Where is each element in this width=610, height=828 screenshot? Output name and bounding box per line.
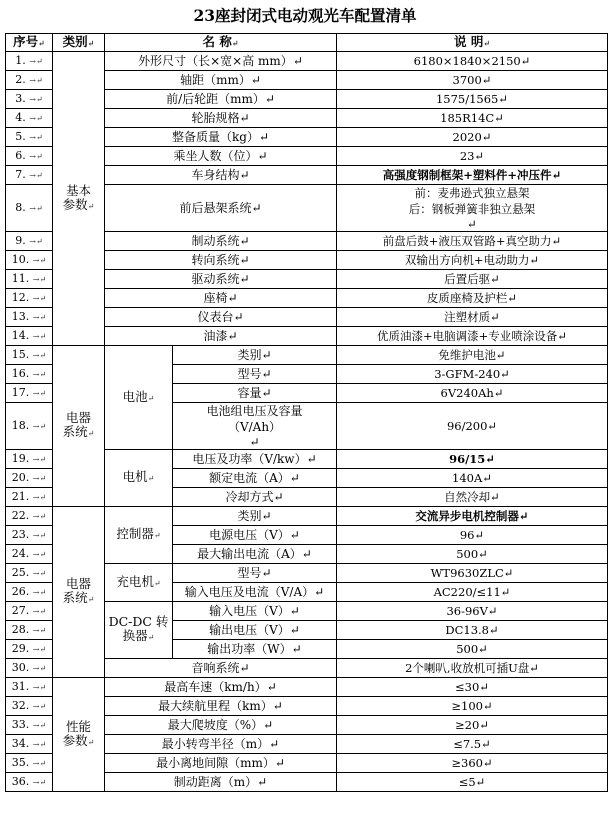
item-name: 输入电压（V）↵ bbox=[173, 602, 337, 621]
row-number: 25. →↵ bbox=[6, 564, 53, 583]
item-value: DC13.8↵ bbox=[337, 621, 608, 640]
item-name: 音响系统↵ bbox=[105, 659, 337, 678]
item-value: 交流异步电机控制器↵ bbox=[337, 507, 608, 526]
item-value: 后置后驱↵ bbox=[337, 270, 608, 289]
item-value: ≥100↵ bbox=[337, 697, 608, 716]
item-value: 前：麦弗逊式独立悬架 后：钢板弹簧非独立悬架 ↵ bbox=[337, 185, 608, 232]
row-number: 16. →↵ bbox=[6, 365, 53, 384]
item-value: 6V240Ah↵ bbox=[337, 384, 608, 403]
item-value: 3-GFM-240↵ bbox=[337, 365, 608, 384]
row-number: 18. →↵ bbox=[6, 403, 53, 450]
row-number: 6. →↵ bbox=[6, 147, 53, 166]
item-value: 185R14C↵ bbox=[337, 109, 608, 128]
item-name: 类别↵ bbox=[173, 507, 337, 526]
item-name: 型号↵ bbox=[173, 365, 337, 384]
item-name: 最小离地间隙（mm）↵ bbox=[105, 754, 337, 773]
header-row bbox=[6, 34, 608, 52]
item-name: 最小转弯半径（m）↵ bbox=[105, 735, 337, 754]
row-number: 15. →↵ bbox=[6, 346, 53, 365]
item-name: 最高车速（km/h）↵ bbox=[105, 678, 337, 697]
item-value: 500↵ bbox=[337, 640, 608, 659]
category-cell: 基本 参数↵ bbox=[53, 52, 105, 346]
subcategory-cell: 充电机↵ bbox=[105, 564, 173, 602]
row-number: 13. →↵ bbox=[6, 308, 53, 327]
item-name: 类别↵ bbox=[173, 346, 337, 365]
item-name: 最大输出电流（A）↵ bbox=[173, 545, 337, 564]
item-value: 96/15↵ bbox=[337, 450, 608, 469]
item-name: 仪表台↵ bbox=[105, 308, 337, 327]
item-value: 自然冷却↵ bbox=[337, 488, 608, 507]
item-name: 输出电压（V）↵ bbox=[173, 621, 337, 640]
item-value: 皮质座椅及护栏↵ bbox=[337, 289, 608, 308]
config-table bbox=[5, 33, 608, 792]
subcategory-cell: DC-DC 转 换器↵ bbox=[105, 602, 173, 659]
item-name: 型号↵ bbox=[173, 564, 337, 583]
item-name: 电压及功率（V/kw）↵ bbox=[173, 450, 337, 469]
item-value: 23↵ bbox=[337, 147, 608, 166]
item-name: 整备质量（kg）↵ bbox=[105, 128, 337, 147]
row-number: 30. →↵ bbox=[6, 659, 53, 678]
category-cell: 电器 系统↵ bbox=[53, 507, 105, 678]
item-value: AC220/≤11↵ bbox=[337, 583, 608, 602]
category-cell: 电器 系统↵ bbox=[53, 346, 105, 507]
row-number: 7. →↵ bbox=[6, 166, 53, 185]
item-value: 高强度钢制框架+塑料件+冲压件↵ bbox=[337, 166, 608, 185]
item-value: 双输出方向机+电动助力↵ bbox=[337, 251, 608, 270]
row-number: 33. →↵ bbox=[6, 716, 53, 735]
row-number: 34. →↵ bbox=[6, 735, 53, 754]
item-name: 容量↵ bbox=[173, 384, 337, 403]
item-name: 最大爬坡度（%）↵ bbox=[105, 716, 337, 735]
row-number: 4. →↵ bbox=[6, 109, 53, 128]
row-number: 2. →↵ bbox=[6, 71, 53, 90]
row-number: 3. →↵ bbox=[6, 90, 53, 109]
item-value: 注塑材质↵ bbox=[337, 308, 608, 327]
item-value: 3700↵ bbox=[337, 71, 608, 90]
item-value: 96/200↵ bbox=[337, 403, 608, 450]
item-name: 轴距（mm）↵ bbox=[105, 71, 337, 90]
table-row bbox=[6, 678, 608, 697]
row-number: 27. →↵ bbox=[6, 602, 53, 621]
subcategory-cell: 电池↵ bbox=[105, 346, 173, 450]
row-number: 19. →↵ bbox=[6, 450, 53, 469]
item-name: 输出功率（W）↵ bbox=[173, 640, 337, 659]
item-name: 座椅↵ bbox=[105, 289, 337, 308]
item-name: 制动系统↵ bbox=[105, 232, 337, 251]
row-number: 23. →↵ bbox=[6, 526, 53, 545]
table-row bbox=[6, 507, 608, 526]
row-number: 35. →↵ bbox=[6, 754, 53, 773]
item-value: 96↵ bbox=[337, 526, 608, 545]
item-value: 优质油漆+电脑调漆+专业喷涂设备↵ bbox=[337, 327, 608, 346]
item-name: 制动距离（m）↵ bbox=[105, 773, 337, 792]
item-name: 前/后轮距（mm）↵ bbox=[105, 90, 337, 109]
row-number: 1. →↵ bbox=[6, 52, 53, 71]
subcategory-cell: 电机↵ bbox=[105, 450, 173, 507]
row-number: 29. →↵ bbox=[6, 640, 53, 659]
row-number: 17. →↵ bbox=[6, 384, 53, 403]
row-number: 31. →↵ bbox=[6, 678, 53, 697]
row-number: 5. →↵ bbox=[6, 128, 53, 147]
row-number: 22. →↵ bbox=[6, 507, 53, 526]
item-value: ≥20↵ bbox=[337, 716, 608, 735]
row-number: 8. →↵ bbox=[6, 185, 53, 232]
item-value: WT9630ZLC↵ bbox=[337, 564, 608, 583]
header-no: 序号↵ bbox=[6, 34, 53, 52]
table-row bbox=[6, 52, 608, 71]
header-name: 名 称↵ bbox=[105, 34, 337, 52]
item-name: 前后悬架系统↵ bbox=[105, 185, 337, 232]
subcategory-cell: 控制器↵ bbox=[105, 507, 173, 564]
row-number: 24. →↵ bbox=[6, 545, 53, 564]
row-number: 36. →↵ bbox=[6, 773, 53, 792]
row-number: 32. →↵ bbox=[6, 697, 53, 716]
item-name: 轮胎规格↵ bbox=[105, 109, 337, 128]
row-number: 11. →↵ bbox=[6, 270, 53, 289]
item-name: 驱动系统↵ bbox=[105, 270, 337, 289]
row-number: 21. →↵ bbox=[6, 488, 53, 507]
item-value: 2020↵ bbox=[337, 128, 608, 147]
item-value: 140A↵ bbox=[337, 469, 608, 488]
item-name: 电源电压（V）↵ bbox=[173, 526, 337, 545]
item-value: 500↵ bbox=[337, 545, 608, 564]
item-value: 1575/1565↵ bbox=[337, 90, 608, 109]
item-name: 电池组电压及容量 （V/Ah） ↵ bbox=[173, 403, 337, 450]
row-number: 28. →↵ bbox=[6, 621, 53, 640]
item-value: 免维护电池↵ bbox=[337, 346, 608, 365]
item-value: 36-96V↵ bbox=[337, 602, 608, 621]
document-title: 23座封闭式电动观光车配置清单 bbox=[193, 6, 417, 25]
row-number: 26. →↵ bbox=[6, 583, 53, 602]
item-name: 车身结构↵ bbox=[105, 166, 337, 185]
row-number: 20. →↵ bbox=[6, 469, 53, 488]
item-name: 外形尺寸（长×宽×高 mm）↵ bbox=[105, 52, 337, 71]
item-value: ≤5↵ bbox=[337, 773, 608, 792]
category-cell: 性能 参数↵ bbox=[53, 678, 105, 792]
row-number: 9. →↵ bbox=[6, 232, 53, 251]
item-value: 前盘后鼓+液压双管路+真空助力↵ bbox=[337, 232, 608, 251]
row-number: 14. →↵ bbox=[6, 327, 53, 346]
header-category: 类别↵ bbox=[53, 34, 105, 52]
item-name: 转向系统↵ bbox=[105, 251, 337, 270]
item-name: 最大续航里程（km）↵ bbox=[105, 697, 337, 716]
table-row bbox=[6, 346, 608, 365]
item-value: ≤7.5↵ bbox=[337, 735, 608, 754]
row-number: 12. →↵ bbox=[6, 289, 53, 308]
item-name: 额定电流（A）↵ bbox=[173, 469, 337, 488]
item-value: 6180×1840×2150↵ bbox=[337, 52, 608, 71]
row-number: 10. →↵ bbox=[6, 251, 53, 270]
item-name: 冷却方式↵ bbox=[173, 488, 337, 507]
header-desc: 说 明↵ bbox=[337, 34, 608, 52]
item-name: 油漆↵ bbox=[105, 327, 337, 346]
item-value: ≥360↵ bbox=[337, 754, 608, 773]
item-name: 输入电压及电流（V/A）↵ bbox=[173, 583, 337, 602]
item-name: 乘坐人数（位）↵ bbox=[105, 147, 337, 166]
item-value: ≤30↵ bbox=[337, 678, 608, 697]
item-value: 2个喇叭,收放机可插U盘↵ bbox=[337, 659, 608, 678]
